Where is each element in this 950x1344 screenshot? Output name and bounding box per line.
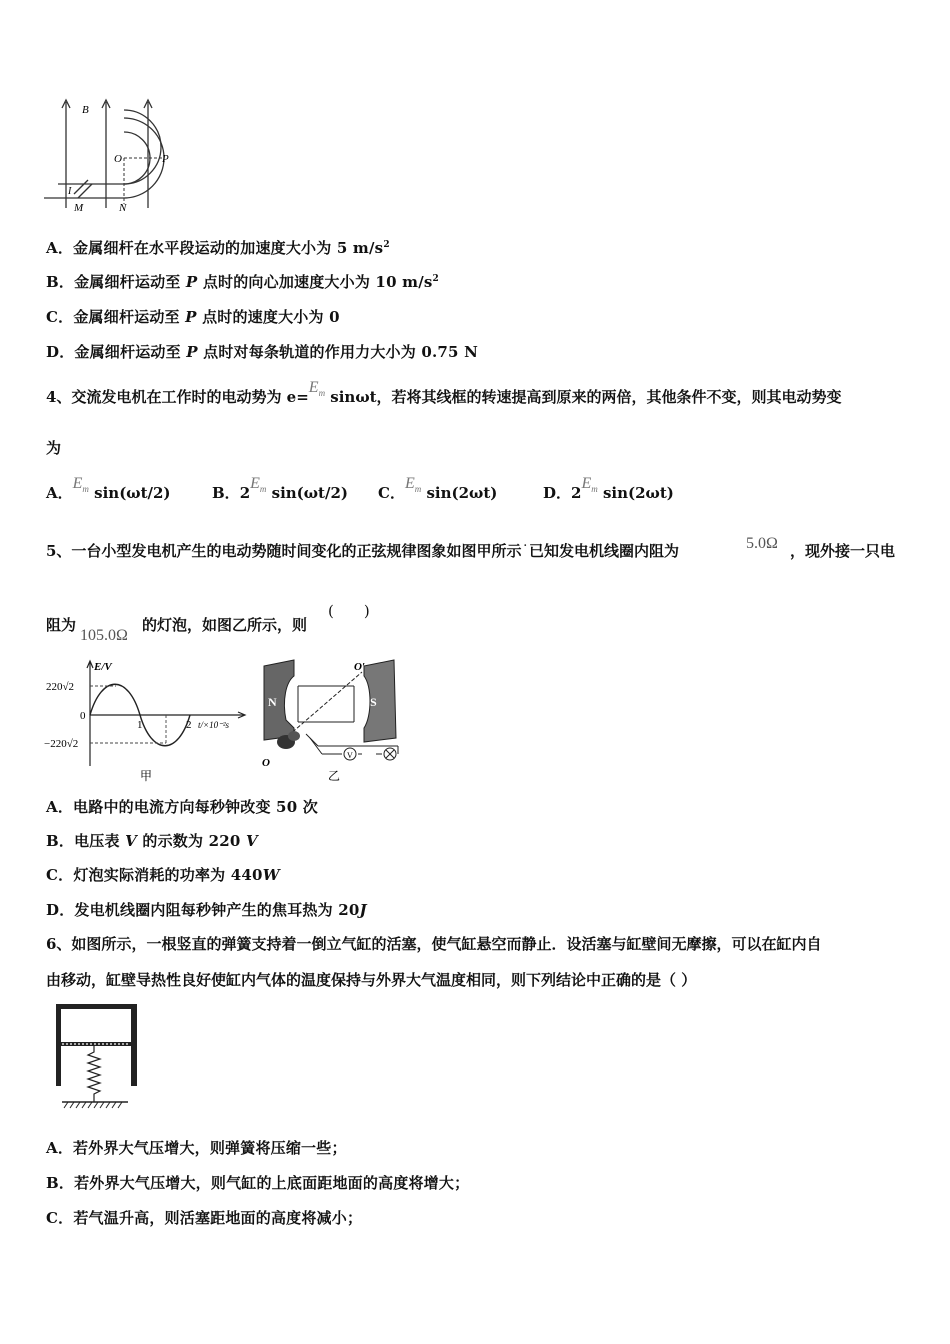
q5-stem-line2-end: 的灯泡，如图乙所示，则 [142, 616, 308, 634]
q5-option-c: C．灯泡实际消耗的功率为 440W [46, 866, 280, 884]
q6-option-a: A．若外界大气压增大，则弹簧将压缩一些； [46, 1139, 347, 1157]
q5-stem-line1-end: ，现外接一只电 [790, 542, 896, 560]
label-o-prime: O′ [354, 661, 366, 673]
tick-zero: 0 [80, 710, 86, 722]
q5-option-b: B．电压表 V 的示数为 220 V [46, 832, 258, 850]
generator-circuit-figure [258, 656, 408, 786]
em-symbol: $E_m$ [308, 379, 326, 399]
q5-option-d: D．发电机线圈内阻每秒钟产生的焦耳热为 20J [46, 901, 367, 919]
q6-option-b: B．若外界大气压增大，则气缸的上底面距地面的高度将增大； [46, 1174, 470, 1192]
tick-ymax: 220√2 [46, 681, 75, 693]
tick-t1: 1 [137, 719, 143, 731]
tick-ymin: −220√2 [44, 738, 79, 750]
label-i: I [68, 186, 72, 197]
q4-option-c: C．$E_m$ sin(2ωt) [378, 475, 498, 502]
label-o: O [114, 153, 122, 165]
label-p: P [162, 153, 169, 165]
tick-t2: 2 [186, 719, 192, 731]
emf-time-graph [44, 656, 254, 786]
q6-stem-line2: 由移动，缸壁导热性良好使缸内气体的温度保持与外界大气温度相同，则下列结论中正确的是（ ） [46, 971, 697, 989]
label-o-axis: O [262, 757, 270, 769]
axis-ylabel: E/V [94, 661, 112, 673]
magnet-s: S [370, 695, 377, 709]
q5-stem-line1: 5、一台小型发电机产生的电动势随时间变化的正弦规律图象如图甲所示˙已知发电机线圈内阻为 [46, 542, 679, 560]
lamp-resistance: 105.0Ω [80, 627, 128, 644]
q3-option-a: A．金属细杆在水平段运动的加速度大小为 5 $m/s^2$ [46, 239, 390, 257]
answer-paren: ( ) [328, 602, 370, 620]
q3-option-b: B．金属细杆运动至 P 点时的向心加速度大小为 10 $m/s^2$ [46, 273, 439, 291]
cylinder-spring-figure [56, 1004, 146, 1112]
voltmeter-label: V [347, 751, 353, 760]
q5-stem-line2: 阻为 [46, 616, 77, 634]
q4-option-d: D．$2E_m$ sin(2ωt) [543, 475, 674, 502]
caption-jia: 甲 [140, 769, 153, 783]
q4-stem-line2: 为 [46, 439, 62, 457]
q3-option-d: D．金属细杆运动至 P 点时对每条轨道的作用力大小为 0.75 N [46, 343, 479, 361]
magnet-n: N [268, 695, 277, 709]
axis-xlabel: t/×10⁻²s [198, 720, 230, 730]
q5-option-a: A．电路中的电流方向每秒钟改变 50 次 [46, 798, 318, 816]
q4-option-b: B．$2E_m$ sin(ωt/2) [212, 475, 348, 502]
label-b: B [82, 104, 89, 116]
caption-yi: 乙 [328, 769, 341, 783]
q4-option-a: A．$E_m$ sin(ωt/2) [46, 475, 171, 502]
q6-option-c: C．若气温升高，则活塞距地面的高度将减小； [46, 1209, 363, 1227]
label-m: M [74, 202, 84, 214]
internal-resistance: 5.0Ω [746, 535, 778, 552]
q3-option-c: C．金属细杆运动至 P 点时的速度大小为 0 [46, 308, 340, 326]
q4-stem-line1: 4、交流发电机在工作时的电动势为 $e=E_m$ sinωt，若将其线框的转速提高到原来的两倍，其他条件不变，则其电动势变 [46, 379, 842, 406]
label-n: N [119, 202, 127, 214]
q6-stem-line1: 6、如图所示，一根竖直的弹簧支持着一倒立气缸的活塞，使气缸悬空而静止．设活塞与缸壁间无摩擦，可以在缸内自 [46, 935, 822, 953]
rail-semicircle-figure [44, 96, 194, 214]
